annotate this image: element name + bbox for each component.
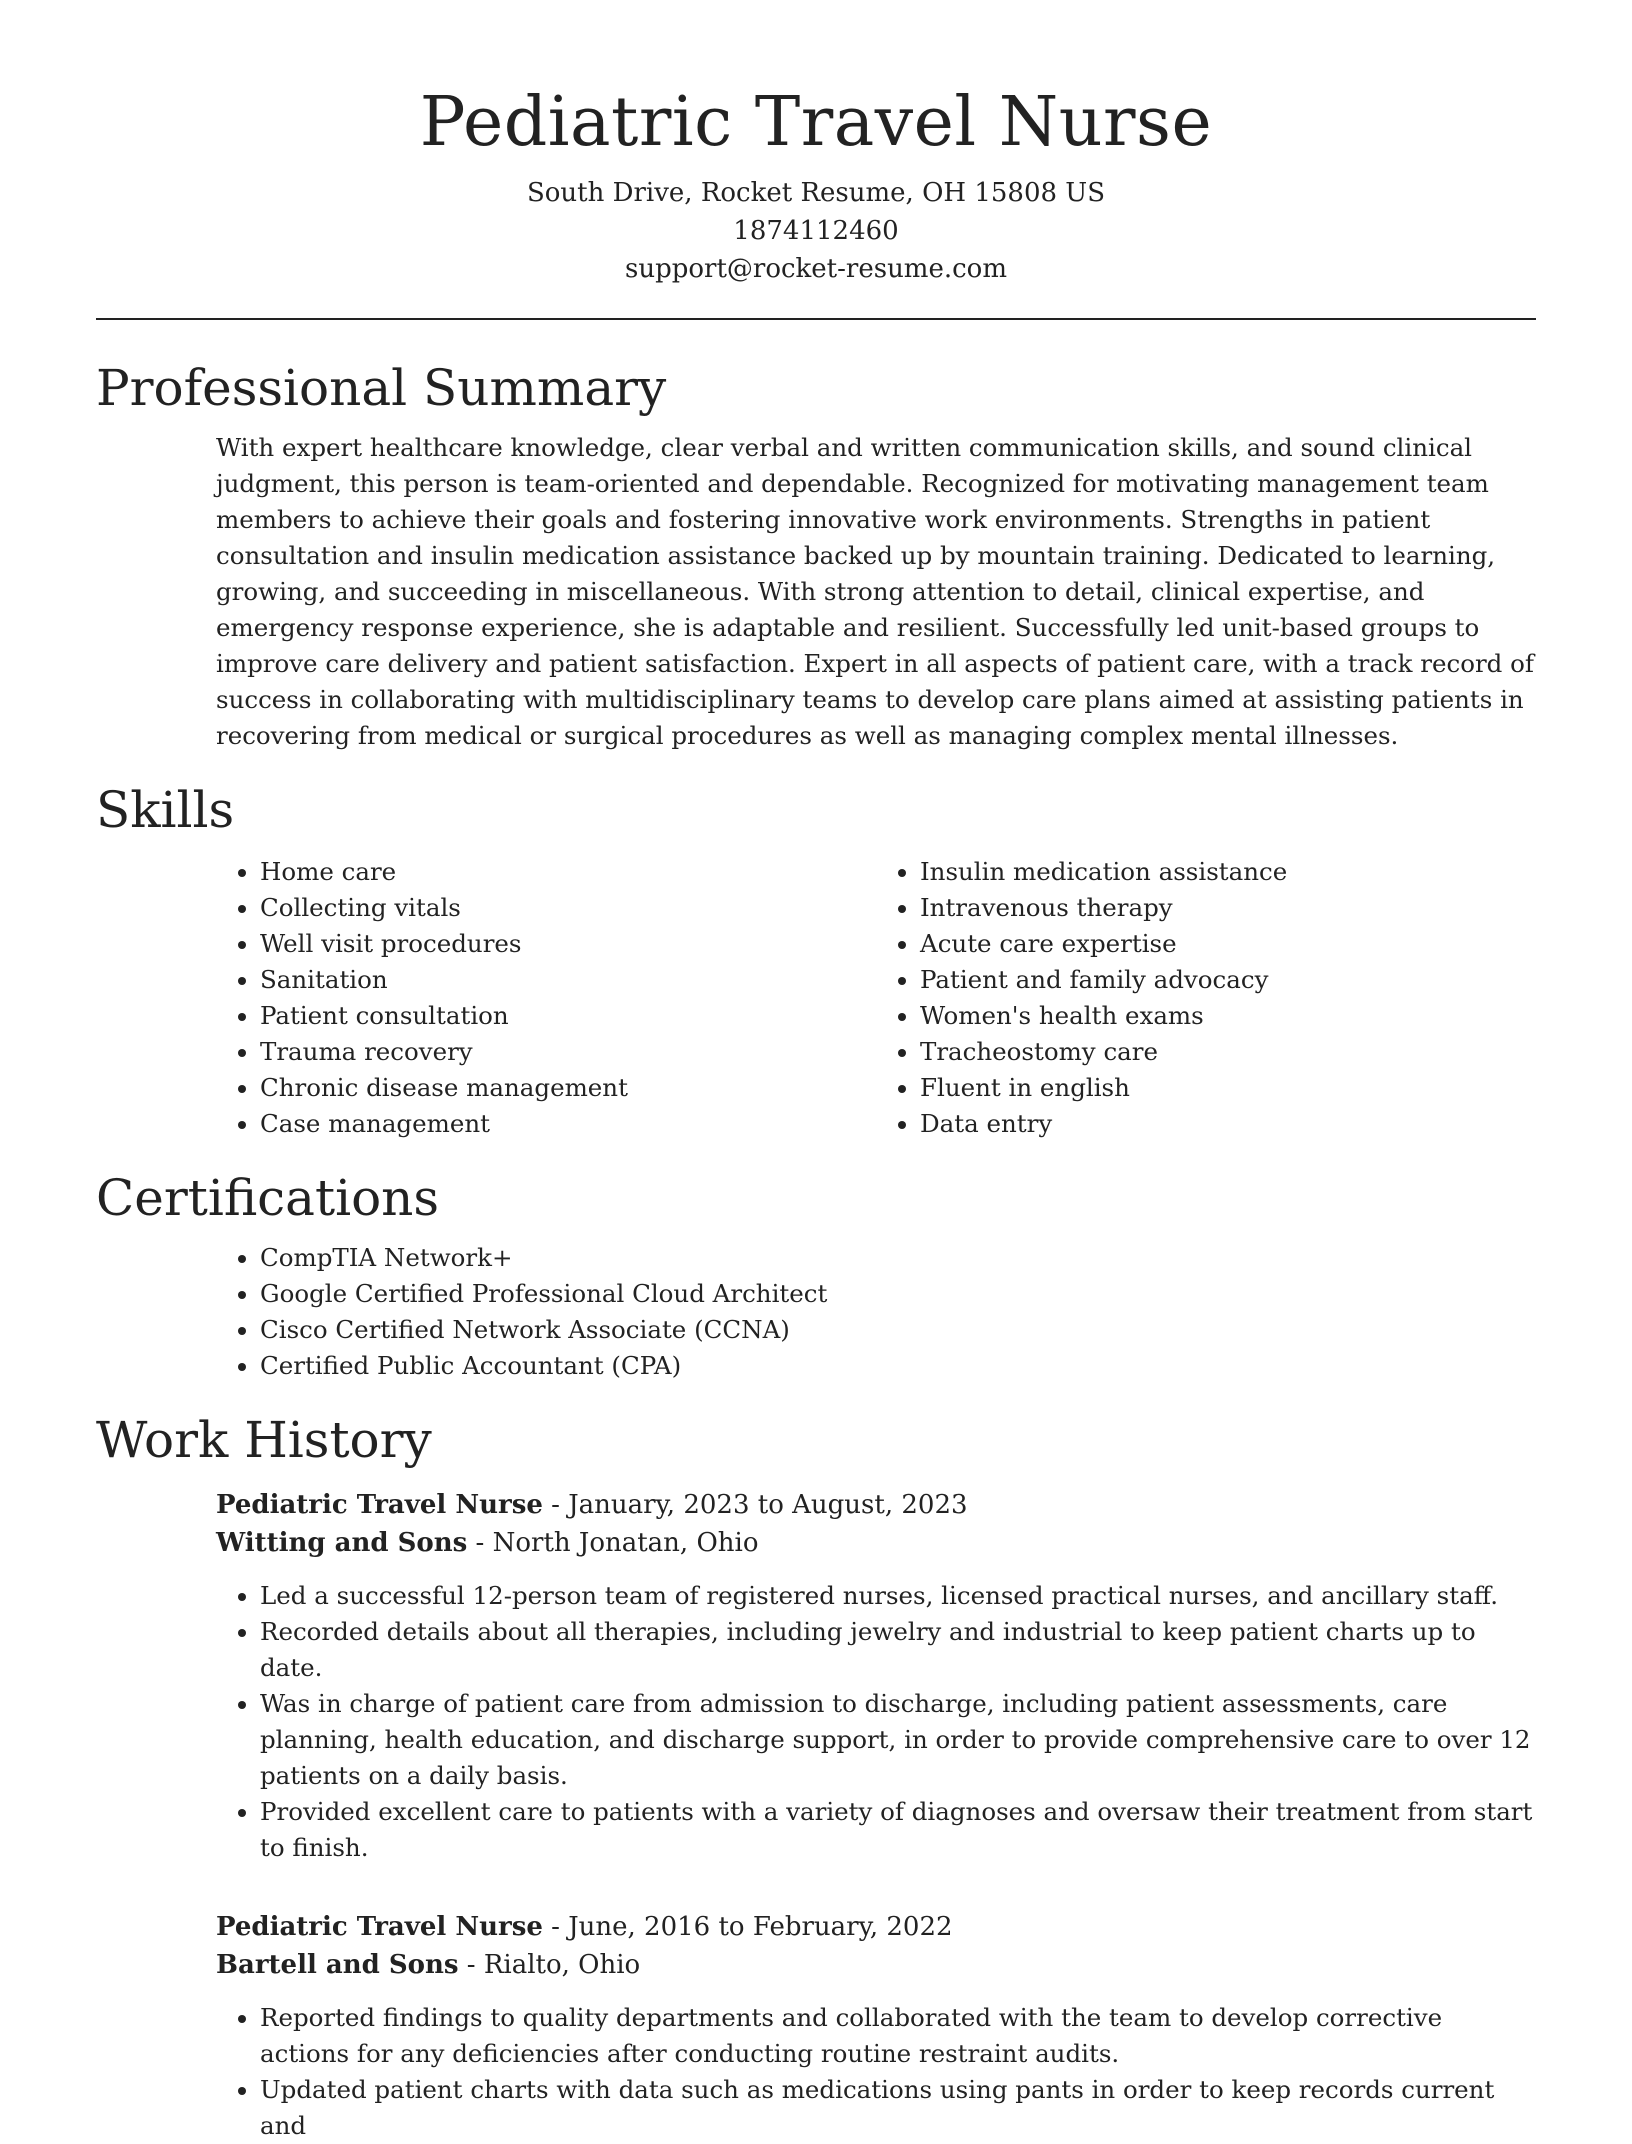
skill-item: • Trauma recovery	[260, 1034, 876, 1070]
resume-page	[96, 0, 1536, 2144]
skill-item: • Data entry	[920, 1106, 1536, 1142]
contact-email: support@rocket-resume.com	[624, 253, 1007, 284]
job-role: Pediatric Travel Nurse	[216, 1911, 543, 1942]
certification-item: • Google Certified Professional Cloud Architect	[260, 1276, 1536, 1312]
skill-item: • Tracheostomy care	[920, 1034, 1536, 1070]
job-company: Bartell and Sons	[216, 1949, 459, 1980]
job-role-line	[216, 1908, 1536, 1946]
certification-item: • CompTIA Network+	[260, 1240, 1536, 1276]
skill-item: • Chronic disease management	[260, 1070, 876, 1106]
job-bullet: • Updated patient charts with data such as medications using pants in order to keep records current and	[260, 2072, 1536, 2144]
job-bullet: • Reported findings to quality departments and collaborated with the team to develop corrective actions for any deficiencies after conducting routine restraint audits.	[260, 2000, 1536, 2072]
skill-item: • Acute care expertise	[920, 926, 1536, 962]
job-role-line	[216, 1486, 1536, 1524]
summary-title: Professional Summary	[96, 358, 667, 417]
resume-header	[96, 0, 1536, 288]
summary-text: With expert healthcare knowledge, clear verbal and written communication skills, and sound clinical judgment, this person is team-oriented and dependable. Recognized for motivating management team members to achieve their goals and fostering innovative work environments. Strengths in patient consultation and insulin medication assistance backed up by mountain training. Dedicated to learning, growing, and succeeding in miscellaneous. With strong attention to detail, clinical expertise, and emergency response experience, she is adaptable and resilient. Successfully led unit-based groups to improve care delivery and patient satisfaction. Expert in all aspects of patient care, with a track record of success in collaborating with multidisciplinary teams to develop care plans aimed at assisting patients in recovering from medical or surgical procedures as well as managing complex mental illnesses.	[216, 432, 1534, 750]
skills-title: Skills	[96, 780, 235, 839]
skill-item: • Women's health exams	[920, 998, 1536, 1034]
contact-phone: 1874112460	[733, 215, 899, 246]
header-divider	[96, 318, 1536, 320]
job-entry	[216, 1486, 1536, 1866]
job-company-line	[216, 1946, 1536, 1984]
skills-section	[96, 780, 1536, 1142]
certification-item: • Certified Public Accountant (CPA)	[260, 1348, 1536, 1384]
job-role: Pediatric Travel Nurse	[216, 1489, 543, 1520]
skill-item: • Intravenous therapy	[920, 890, 1536, 926]
skill-item: • Well visit procedures	[260, 926, 876, 962]
skills-list-left	[216, 854, 876, 1142]
job-bullet: • Provided excellent care to patients with a variety of diagnoses and oversaw their treatment from start to finish.	[260, 1794, 1536, 1866]
certification-item: • Cisco Certified Network Associate (CCNA)	[260, 1312, 1536, 1348]
certifications-list	[216, 1240, 1536, 1384]
skill-item: • Patient and family advocacy	[920, 962, 1536, 998]
skill-item: • Patient consultation	[260, 998, 876, 1034]
work-history-section	[96, 1410, 1536, 2144]
skills-grid	[216, 840, 1536, 1142]
skill-item: • Home care	[260, 854, 876, 890]
job-bullet: • Led a successful 12-person team of registered nurses, licensed practical nurses, and ancillary staff.	[260, 1578, 1536, 1614]
summary-section	[96, 358, 1536, 754]
skill-item: • Fluent in english	[920, 1070, 1536, 1106]
skill-item: • Insulin medication assistance	[920, 854, 1536, 890]
skill-item: • Collecting vitals	[260, 890, 876, 926]
job-company-line	[216, 1524, 1536, 1562]
job-bullets	[216, 2000, 1536, 2144]
work-history-title: Work History	[96, 1410, 432, 1469]
candidate-name: Pediatric Travel Nurse	[419, 83, 1213, 162]
job-bullet: • Was in charge of patient care from admission to discharge, including patient assessments, care planning, health education, and discharge support, in order to provide comprehensive care to over 12 patients on a daily basis.	[260, 1686, 1536, 1794]
skill-item: • Sanitation	[260, 962, 876, 998]
contact-block	[96, 174, 1536, 288]
job-dates: - June, 2016 to February, 2022	[542, 1911, 953, 1942]
job-location: - North Jonatan, Ohio	[467, 1527, 759, 1558]
certifications-section	[96, 1168, 1536, 1384]
skill-item: • Case management	[260, 1106, 876, 1142]
skills-list-right	[876, 854, 1536, 1142]
job-entry	[216, 1908, 1536, 2144]
job-company: Witting and Sons	[216, 1527, 468, 1558]
job-dates: - January, 2023 to August, 2023	[542, 1489, 968, 1520]
certifications-title: Certifications	[96, 1168, 440, 1227]
job-bullets	[216, 1578, 1536, 1866]
job-location: - Rialto, Ohio	[458, 1949, 641, 1980]
contact-address: South Drive, Rocket Resume, OH 15808 US	[526, 177, 1106, 208]
job-bullet: • Recorded details about all therapies, including jewelry and industrial to keep patient charts up to date.	[260, 1614, 1536, 1686]
